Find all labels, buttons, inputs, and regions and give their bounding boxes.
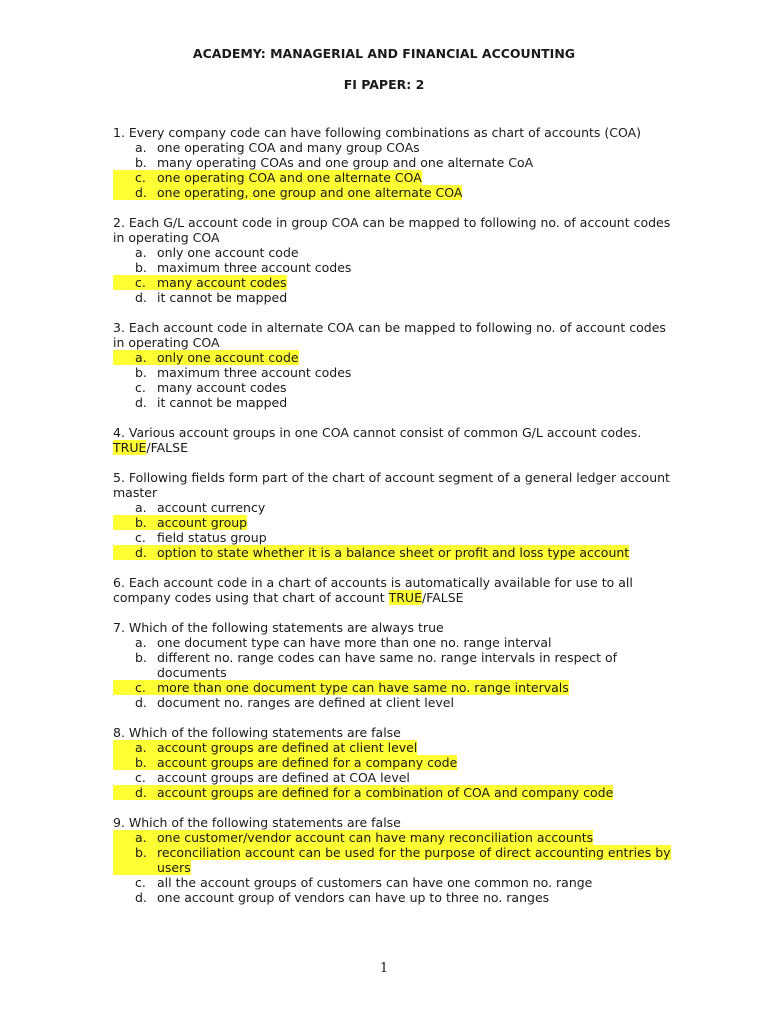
option-label: many account codes xyxy=(157,380,287,395)
question-text: 8. Which of the following statements are false xyxy=(113,725,401,740)
option-text xyxy=(157,530,673,545)
option-text xyxy=(157,140,673,155)
true-option: TRUE xyxy=(113,440,147,455)
question-block xyxy=(113,320,673,410)
highlighted-answer: one customer/vendor account can have many reconciliation accounts xyxy=(157,830,594,845)
highlighted-answer: account groups are defined at client level xyxy=(157,740,418,755)
option-letter: a. xyxy=(135,635,147,650)
question-text: 6. Each account code in a chart of accounts is automatically available for use to all company codes using that chart of account xyxy=(113,575,637,605)
answer-option xyxy=(113,650,673,680)
false-option: FALSE xyxy=(426,590,464,605)
option-text xyxy=(157,500,673,515)
true-false-separator: / xyxy=(146,440,151,455)
option-text xyxy=(157,395,673,410)
answer-option xyxy=(113,740,673,755)
true-false-answer xyxy=(389,590,464,605)
answer-option xyxy=(113,185,673,200)
option-letter: d. xyxy=(135,395,147,410)
option-label: different no. range codes can have same no. range intervals in respect of documents xyxy=(157,650,618,680)
option-text xyxy=(157,890,673,905)
question-stem xyxy=(113,575,673,605)
question-block xyxy=(113,575,673,605)
true-option: TRUE xyxy=(388,590,422,605)
option-letter: a. xyxy=(113,740,157,755)
answer-option xyxy=(113,755,673,770)
highlighted-answer: account groups are defined for a company code xyxy=(157,755,458,770)
option-label: account groups are defined at COA level xyxy=(157,770,410,785)
question-text: 2. Each G/L account code in group COA can be mapped to following no. of account codes in operating COA xyxy=(113,215,675,245)
answer-option xyxy=(113,140,673,155)
answer-option xyxy=(113,530,673,545)
option-letter: c. xyxy=(135,770,146,785)
document-title: ACADEMY: MANAGERIAL AND FINANCIAL ACCOUNTING xyxy=(192,46,576,61)
option-letter: a. xyxy=(135,140,147,155)
option-text xyxy=(157,185,673,200)
option-text xyxy=(157,260,673,275)
answer-option xyxy=(113,890,673,905)
answer-option xyxy=(113,350,673,365)
highlighted-answer: only one account code xyxy=(157,350,299,365)
answer-option xyxy=(113,845,673,875)
option-text xyxy=(157,785,673,800)
false-option: FALSE xyxy=(150,440,188,455)
option-label: field status group xyxy=(157,530,267,545)
highlighted-answer: one operating COA and one alternate COA xyxy=(157,170,422,185)
answer-option xyxy=(113,515,673,530)
answer-option xyxy=(113,635,673,650)
option-text xyxy=(157,635,673,650)
true-false-separator: / xyxy=(421,590,427,605)
page-number: 1 xyxy=(379,961,389,976)
option-text xyxy=(157,545,673,560)
option-text xyxy=(157,875,673,890)
answer-option xyxy=(113,695,673,710)
answer-option xyxy=(113,875,673,890)
highlighted-answer: many account codes xyxy=(157,275,287,290)
question-list xyxy=(113,125,673,920)
option-letter: d. xyxy=(113,785,157,800)
question-block xyxy=(113,620,673,710)
option-label: one operating COA and many group COAs xyxy=(157,140,420,155)
option-text xyxy=(157,365,673,380)
question-stem xyxy=(113,125,673,140)
highlighted-answer: option to state whether it is a balance sheet or profit and loss type account xyxy=(157,545,630,560)
answer-option xyxy=(113,260,673,275)
question-block xyxy=(113,725,673,800)
option-letter: d. xyxy=(113,545,157,560)
option-text xyxy=(157,155,673,170)
option-label: it cannot be mapped xyxy=(157,395,288,410)
question-text: 3. Each account code in alternate COA can be mapped to following no. of account codes in operating COA xyxy=(113,320,670,350)
option-letter: d. xyxy=(135,890,147,905)
paper-subtitle: FI PAPER: 2 xyxy=(343,77,425,92)
answer-option xyxy=(113,500,673,515)
option-text xyxy=(157,680,673,695)
answer-option xyxy=(113,380,673,395)
option-letter: b. xyxy=(113,755,157,770)
option-letter: b. xyxy=(113,515,157,530)
option-letter: b. xyxy=(135,260,147,275)
answer-option xyxy=(113,365,673,380)
option-text xyxy=(157,650,673,680)
question-text: 4. Various account groups in one COA cannot consist of common G/L account codes. xyxy=(113,425,642,440)
answer-option xyxy=(113,275,673,290)
option-text xyxy=(157,830,673,845)
option-label: only one account code xyxy=(157,245,299,260)
question-text: 5. Following fields form part of the chart of account segment of a general ledger account master xyxy=(113,470,674,500)
option-label: document no. ranges are defined at client level xyxy=(157,695,454,710)
answer-option xyxy=(113,395,673,410)
option-letter: c. xyxy=(135,530,146,545)
question-block xyxy=(113,470,673,560)
answer-option xyxy=(113,770,673,785)
option-label: maximum three account codes xyxy=(157,260,352,275)
option-letter: b. xyxy=(135,650,147,665)
option-letter: b. xyxy=(135,155,147,170)
question-stem xyxy=(113,620,673,635)
answer-option xyxy=(113,170,673,185)
answer-option xyxy=(113,155,673,170)
option-text xyxy=(157,755,673,770)
question-block xyxy=(113,815,673,905)
option-letter: d. xyxy=(135,290,147,305)
option-letter: b. xyxy=(135,365,147,380)
answer-option xyxy=(113,245,673,260)
option-letter: a. xyxy=(113,830,157,845)
question-stem xyxy=(113,320,673,350)
option-label: all the account groups of customers can have one common no. range xyxy=(157,875,593,890)
highlighted-answer: reconciliation account can be used for the purpose of direct accounting entries by users xyxy=(157,845,671,875)
answer-option xyxy=(113,680,673,695)
option-text xyxy=(157,515,673,530)
option-text xyxy=(157,695,673,710)
option-label: it cannot be mapped xyxy=(157,290,288,305)
option-letter: c. xyxy=(113,680,157,695)
highlighted-answer: more than one document type can have same no. range intervals xyxy=(157,680,569,695)
option-label: one account group of vendors can have up to three no. ranges xyxy=(157,890,550,905)
option-text xyxy=(157,245,673,260)
option-letter: c. xyxy=(113,275,157,290)
option-label: one document type can have more than one no. range interval xyxy=(157,635,552,650)
question-stem xyxy=(113,470,673,500)
option-text xyxy=(157,845,673,875)
option-label: maximum three account codes xyxy=(157,365,352,380)
option-text xyxy=(157,770,673,785)
option-letter: c. xyxy=(135,380,146,395)
answer-option xyxy=(113,290,673,305)
highlighted-answer: one operating, one group and one alternate COA xyxy=(157,185,463,200)
option-text xyxy=(157,275,673,290)
true-false-answer xyxy=(113,440,188,455)
option-text xyxy=(157,350,673,365)
option-letter: c. xyxy=(135,875,146,890)
question-stem xyxy=(113,215,673,245)
question-text: 1. Every company code can have following combinations as chart of accounts (COA) xyxy=(113,125,642,140)
option-label: many operating COAs and one group and one alternate CoA xyxy=(157,155,534,170)
question-block xyxy=(113,125,673,200)
question-stem xyxy=(113,815,673,830)
question-block xyxy=(113,425,673,455)
option-text xyxy=(157,740,673,755)
option-letter: a. xyxy=(135,245,147,260)
question-stem xyxy=(113,725,673,740)
question-text: 9. Which of the following statements are false xyxy=(113,815,401,830)
highlighted-answer: account group xyxy=(157,515,248,530)
option-letter: a. xyxy=(135,500,147,515)
option-label: account currency xyxy=(157,500,266,515)
answer-option xyxy=(113,545,673,560)
question-text: 7. Which of the following statements are always true xyxy=(113,620,444,635)
option-letter: d. xyxy=(113,185,157,200)
option-letter: a. xyxy=(113,350,157,365)
highlighted-answer: account groups are defined for a combination of COA and company code xyxy=(157,785,614,800)
option-text xyxy=(157,170,673,185)
option-text xyxy=(157,290,673,305)
answer-option xyxy=(113,785,673,800)
question-stem xyxy=(113,425,673,455)
option-text xyxy=(157,380,673,395)
question-block xyxy=(113,215,673,305)
answer-option xyxy=(113,830,673,845)
option-letter: c. xyxy=(113,170,157,185)
option-letter: d. xyxy=(135,695,147,710)
option-letter: b. xyxy=(113,845,157,875)
